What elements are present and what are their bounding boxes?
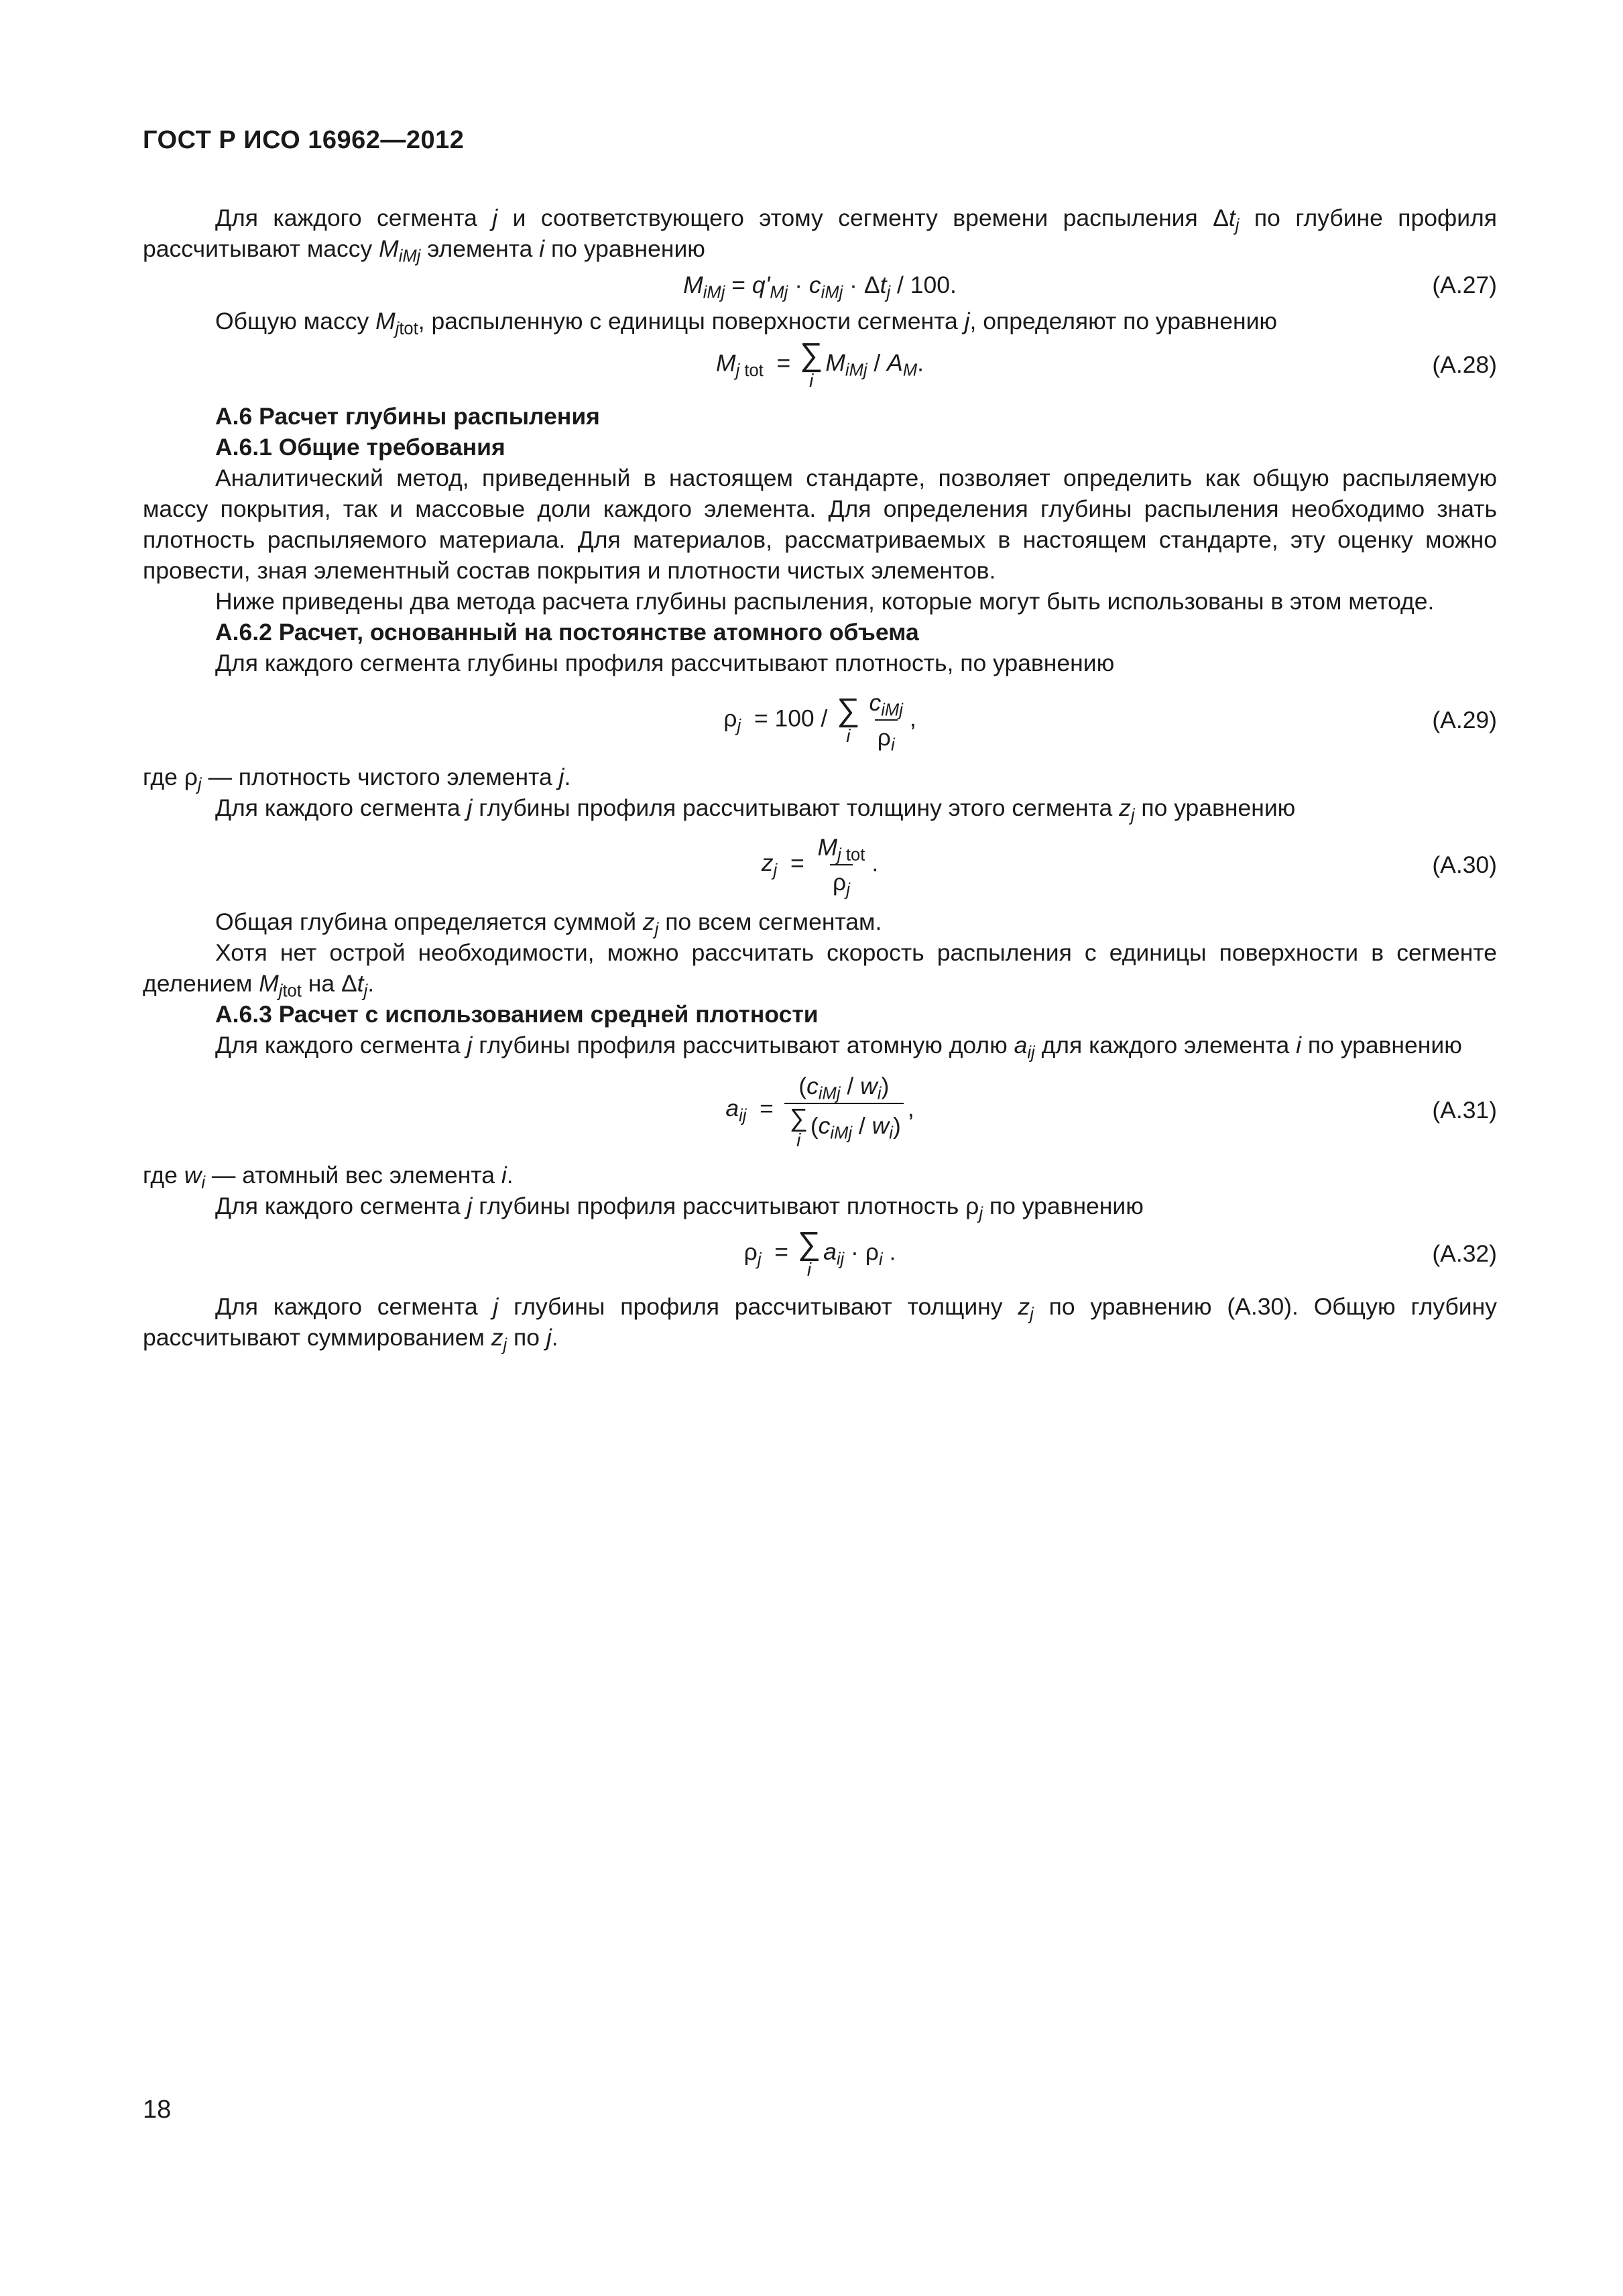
equation-number: (А.31)	[1432, 1097, 1497, 1124]
equation-number: (А.27)	[1432, 271, 1497, 298]
document-header: ГОСТ Р ИСО 16962—2012	[143, 126, 465, 154]
paragraph: Для каждого сегмента j глубины профиля рассчитывают плотность $\rho_j$ по уравнению	[215, 1193, 1144, 1223]
equation-a29: $\rho_j = 100$ / ∑ i $\frac{c_{iMj}}{\rho_i}$ , (А.29)	[723, 689, 1497, 755]
paragraph: Аналитический метод, приведенный в настоящем стандарте, позволяет определить как общую распыляемую массу покрытия, так и массовые доли каждого элемента. Для определения глубины распыления необходимо знать плотность распыляемого материала. Для материалов, рассматриваемых в настоящем стандарте, эту оценку можно провести, зная элементный состав покрытия и плотности чистых элементов.	[143, 465, 1497, 584]
paragraph: Для каждого сегмента j глубины профиля рассчитывают толщину $z_j$ по уравнению (А.30). Общую глубину рассчитывают суммированием $z_j$ по j.	[143, 1293, 1497, 1355]
paragraph: Хотя нет острой необходимости, можно рассчитать скорость распыления с единицы поверхности в сегменте делением $M_{jtot}$ на $\Delta t_j$.	[143, 939, 1497, 1001]
equation-number: (А.32)	[1432, 1240, 1497, 1267]
section-heading: А.6 Расчет глубины распыления	[215, 403, 600, 430]
paragraph: где $\rho_j$ — плотность чистого элемента j.	[143, 764, 571, 794]
paragraph: Общую массу $M_{jtot}$, распыленную с единицы поверхности сегмента j, определяют по уравнению	[215, 308, 1278, 339]
equation-a31: $a_{ij}$ = $(c_{iMj} / w_i)$ ∑ i $(c_{iMj} / w_i)$ , (А.31)	[725, 1073, 1497, 1150]
paragraph: Для каждого сегмента j и соответствующего этому сегменту времени распыления $\Delta t_j$ по глубине профиля рассчитывают массу $M_{iMj}$ элемента i по уравнению	[143, 204, 1497, 266]
equation-number: (А.29)	[1432, 707, 1497, 733]
paragraph: где $w_i$ — атомный вес элемента i.	[143, 1162, 514, 1193]
page-number: 18	[143, 2096, 172, 2124]
section-heading: А.6.3 Расчет с использованием средней плотности	[215, 1001, 819, 1028]
equation-a27: $M_{iMj} = q'_{Mj} \cdot c_{iMj} \cdot \Delta t_j / 100$. (А.27)	[143, 264, 1497, 306]
equation-a28: $M_{j tot}$ = ∑ i $M_{iMj} / A_M$. (А.28)	[716, 337, 1497, 391]
equation-a32: $\rho_j$ = ∑ i $a_{ij} \cdot \rho_i$ . (А.32)	[743, 1226, 1497, 1280]
paragraph: Для каждого сегмента j глубины профиля рассчитывают толщину этого сегмента $z_j$ по уравнению	[215, 794, 1296, 825]
paragraph: Ниже приведены два метода расчета глубины распыления, которые могут быть использованы в этом методе.	[215, 588, 1435, 615]
section-heading: А.6.2 Расчет, основанный на постоянстве атомного объема	[215, 619, 919, 646]
section-heading: А.6.1 Общие требования	[215, 434, 505, 461]
equation-number: (А.28)	[1432, 351, 1497, 378]
equation-a30: $z_j$ = $\frac{M_{j tot}}{\rho_j}$ . (А.30)	[761, 834, 1497, 900]
paragraph: Общая глубина определяется суммой $z_j$ по всем сегментам.	[215, 908, 882, 939]
paragraph: Для каждого сегмента j глубины профиля рассчитывают атомную долю $a_{ij}$ для каждого элемента i по уравнению	[215, 1032, 1462, 1063]
paragraph: Для каждого сегмента глубины профиля рассчитывают плотность, по уравнению	[215, 650, 1115, 676]
equation-number: (А.30)	[1432, 851, 1497, 878]
document-body	[143, 202, 1497, 1353]
